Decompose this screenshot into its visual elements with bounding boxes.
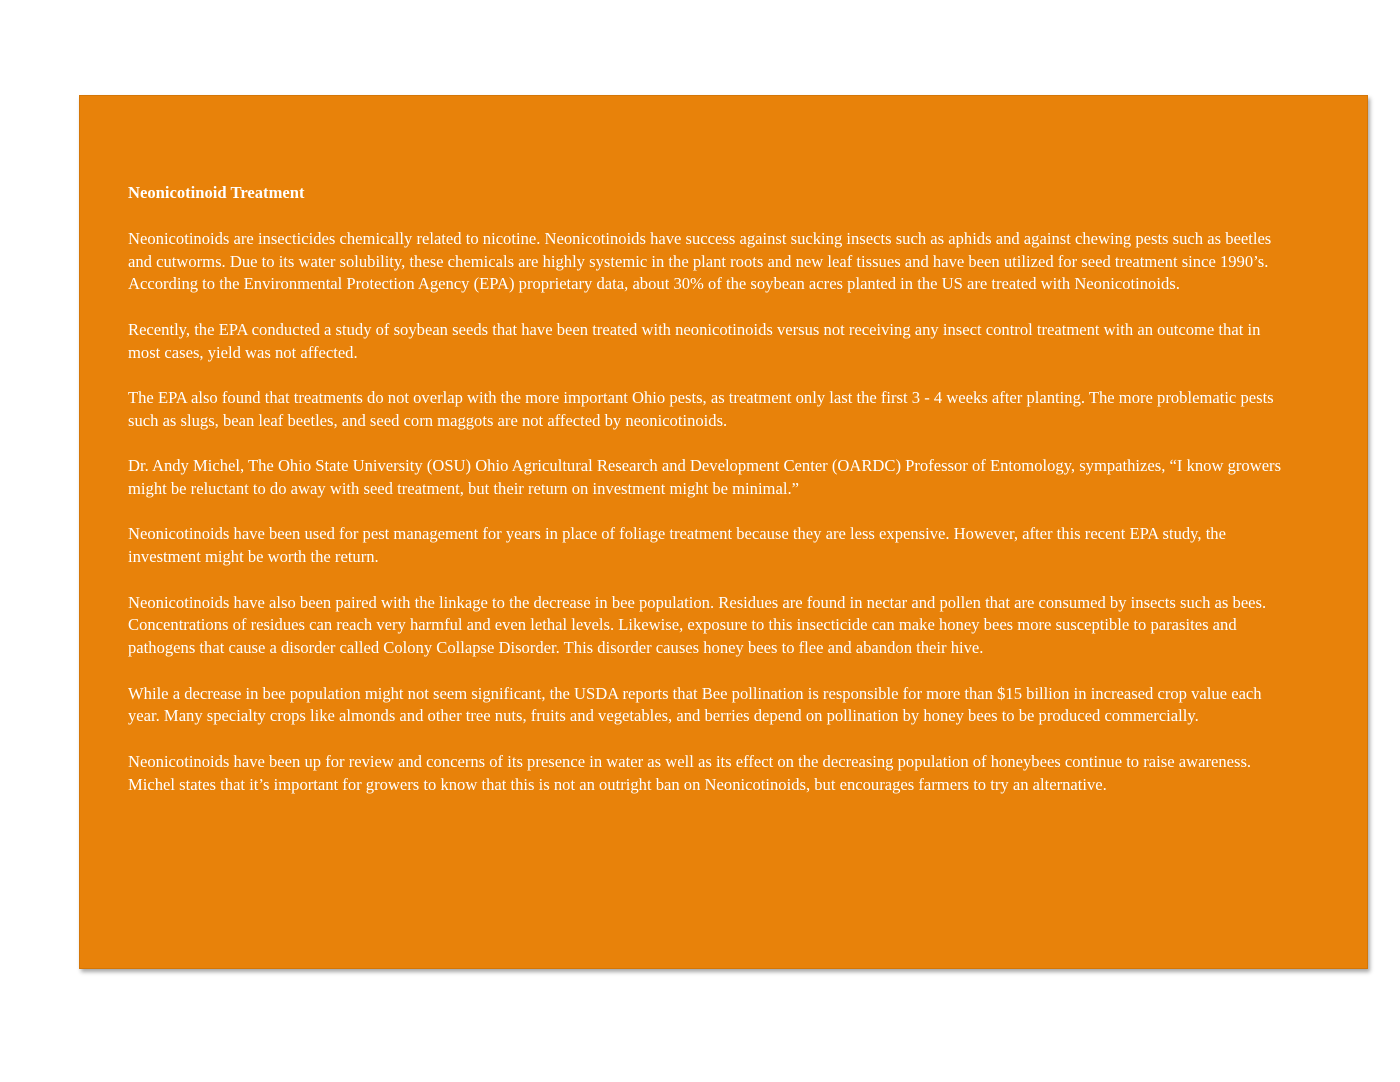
article-paragraph: Neonicotinoids have also been paired with the linkage to the decrease in bee population. Residues are found in nectar and pollen that are consumed by insects such as bees. Concentrations of residues can reach very harmful and even lethal levels. Likewise, exposure to this insecticide can make honey bees more susceptible to parasites and pathogens that cause a disorder called Colony Collapse Disorder. This disorder causes honey bees to flee and abandon their hive. bbox=[128, 592, 1267, 658]
article-paragraph: While a decrease in bee population might not seem significant, the USDA reports that Bee pollination is responsible for more than $15 billion in increased crop value each year. Many specialty crops like almonds and other tree nuts, fruits and vegetables, and berries depend on pollination by honey bees to be produced commercially. bbox=[128, 683, 1262, 726]
article-paragraph: Recently, the EPA conducted a study of soybean seeds that have been treated with neonicotinoids versus not receiving any insect control treatment with an outcome that in most cases, yield was not affected. bbox=[128, 319, 1261, 362]
article-paragraph: Neonicotinoids have been up for review and concerns of its presence in water as well as its effect on the decreasing population of honeybees continue to raise awareness. Michel states that it’s important for growers to know that this is not an outright ban on Neonicotinoids, but encourages farmers to try an alternative. bbox=[128, 751, 1252, 794]
article-paragraph: The EPA also found that treatments do not overlap with the more important Ohio pests, as treatment only last the first 3 - 4 weeks after planting. The more problematic pests such as slugs, bean leaf beetles, and seed corn maggots are not affected by neonicotinoids. bbox=[128, 387, 1274, 430]
article-paragraph: Dr. Andy Michel, The Ohio State University (OSU) Ohio Agricultural Research and Development Center (OARDC) Professor of Entomology, sympathizes, “I know growers might be reluctant to do away with seed treatment, but their return on investment might be minimal.” bbox=[128, 456, 1282, 498]
article-panel bbox=[79, 95, 1368, 969]
article-paragraph: Neonicotinoids are insecticides chemically related to nicotine. Neonicotinoids have success against sucking insects such as aphids and against chewing pests such as beetles and cutworms. Due to its water solubility, these chemicals are highly systemic in the plant roots and new leaf tissues and have been utilized for seed treatment since 1990’s. According to the Environmental Protection Agency (EPA) proprietary data, about 30% of the soybean acres planted in the US are treated with Neonicotinoids. bbox=[128, 228, 1272, 294]
article-content bbox=[128, 182, 1288, 819]
article-heading: Neonicotinoid Treatment bbox=[128, 183, 305, 202]
article-paragraph: Neonicotinoids have been used for pest management for years in place of foliage treatment because they are less expensive. However, after this recent EPA study, the investment might be worth the return. bbox=[128, 524, 1226, 567]
